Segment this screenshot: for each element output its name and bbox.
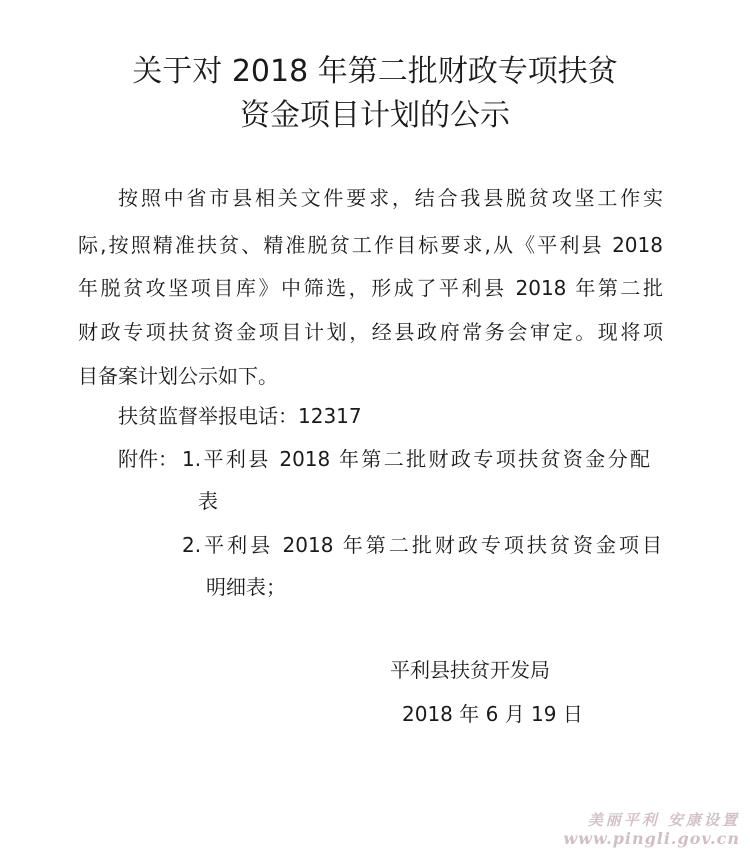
- attachment-2-line-2: 明细表；: [206, 575, 286, 599]
- watermark-slogan: 美丽平利 安康设置: [587, 811, 740, 829]
- document-title-line-2: 资金项目计划的公示: [240, 98, 510, 133]
- attachment-2-line-1: 2.平利县 2018 年第二批财政专项扶贫资金项目: [182, 533, 662, 557]
- hotline-text: 扶贫监督举报电话：12317: [118, 404, 362, 428]
- signature-org: 平利县扶贫开发局: [390, 658, 550, 682]
- attachment-1-line-2: 表: [198, 489, 218, 513]
- paragraph-line-5: 目备案计划公示如下。: [78, 364, 278, 388]
- paragraph-line-3: 年脱贫攻坚项目库》中筛选，形成了平利县 2018 年第二批: [78, 276, 663, 300]
- site-watermark: [563, 811, 740, 849]
- attachments-label: 附件：: [118, 447, 178, 471]
- document-title-line-1: 关于对 2018 年第二批财政专项扶贫: [132, 54, 618, 89]
- signature-date: 2018 年 6 月 19 日: [402, 702, 583, 726]
- paragraph-line-4: 财政专项扶贫资金项目计划，经县政府常务会审定。现将项: [78, 320, 663, 344]
- paragraph-line-2: 际,按照精准扶贫、精准脱贫工作目标要求,从《平利县 2018: [78, 233, 663, 257]
- paragraph-line-1: 按照中省市县相关文件要求，结合我县脱贫攻坚工作实: [118, 186, 663, 210]
- attachment-1-line-1: 1.平利县 2018 年第二批财政专项扶贫资金分配: [182, 447, 650, 471]
- watermark-url: www.pingli.gov.cn: [563, 829, 740, 848]
